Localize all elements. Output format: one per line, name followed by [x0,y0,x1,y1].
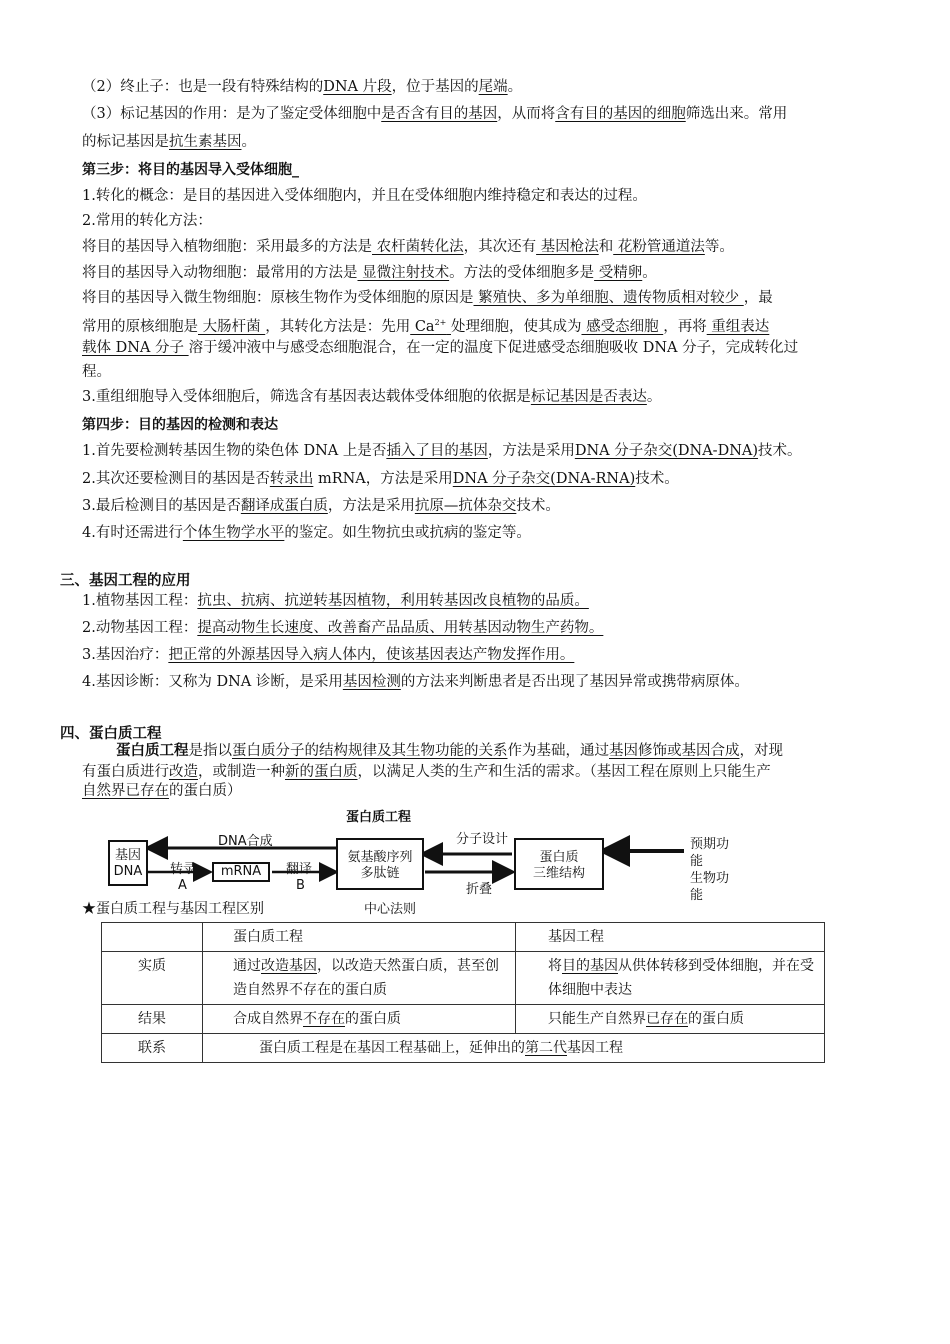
gene-box: 基因 DNA [108,840,148,886]
diagram-title: 蛋白质工程 [346,810,412,825]
protein-eng-def-3: 自然界已存在的蛋白质） [82,783,242,799]
row-label: 实质 [102,952,203,1005]
detect-insertion: 1.首先要检测转基因生物的染色体 DNA 上是否插入了目的基因，方法是采用DNA 分子杂交(DNA-DNA)技术。 [82,443,802,459]
label-b: B [296,878,305,893]
detect-translation: 3.最后检测目的基因是否翻译成蛋白质，方法是采用抗原—抗体杂交技术。 [82,498,560,514]
section4-title: 四、蛋白质工程 [60,726,162,742]
terminator-line: （2）终止子：也是一段有特殊结构的DNA 片段，位于基因的尾端。 [82,79,523,95]
expected-function-label: 预期功能 生物功能 [690,837,730,903]
amino-acid-box: 氨基酸序列 多肽链 [336,838,424,890]
gene-result-cell: 只能生产自然界已存在的蛋白质 [516,1005,825,1034]
microbe-cell-method-4: 程。 [82,364,111,380]
table-header-cell: 蛋白质工程 [203,923,516,952]
table-row [102,1005,825,1034]
marker-gene-line: （3）标记基因的作用：是为了鉴定受体细胞中是否含有目的基因，从而将含有目的基因的细胞筛选出来。常用 [82,106,788,122]
table-row [102,1034,825,1063]
table-row [102,952,825,1005]
table-header-row [102,923,825,952]
microbe-cell-method-1: 将目的基因导入微生物细胞：原核生物作为受体细胞的原因是 繁殖快、多为单细胞、遗传物质相对较少 ，最 [82,290,773,306]
mrna-box: mRNA [212,862,270,882]
protein-eng-def-1: 蛋白质工程是指以蛋白质分子的结构规律及其生物功能的关系作为基础，通过基因修饰或基因合成，对现 [116,742,783,759]
microbe-cell-method-2: 常用的原核细胞是 大肠杆菌 ，其转化方法是：先用 $Ca^{2+}$ 处理细胞，使其成为 感受态细胞 ，再将 重组表达 [82,318,770,335]
row-label: 联系 [102,1034,203,1063]
animal-cell-method: 将目的基因导入动物细胞：最常用的方法是 显微注射技术。方法的受体细胞多是 受精卵。 [82,265,657,281]
transcription-label: 转录 [170,862,197,877]
microbe-cell-method-3: 载体 DNA 分子 溶于缓冲液中与感受态细胞混合，在一定的温度下促进感受态细胞吸收 DNA 分子，完成转化过 [82,340,799,356]
dna-synthesis-label: DNA合成 [218,834,273,849]
protein-structure-box: 蛋白质 三维结构 [514,838,604,890]
folding-label: 折叠 [466,882,493,897]
plant-cell-method: 将目的基因导入植物细胞：采用最多的方法是 农杆菌转化法，其次还有 基因枪法和 花粉管通道法等。 [82,239,734,255]
row-label: 结果 [102,1005,203,1034]
detect-transcription: 2.其次还要检测目的基因是否转录出 mRNA，方法是采用DNA 分子杂交(DNA-RNA)技术。 [82,471,679,487]
application-plant: 1.植物基因工程：抗虫、抗病、抗逆转基因植物，利用转基因改良植物的品质。 [82,593,589,609]
application-animal: 2.动物基因工程：提高动物生长速度、改善畜产品品质、用转基因动物生产药物。 [82,620,604,636]
table-header-cell: 基因工程 [516,923,825,952]
screening-basis: 3.重组细胞导入受体细胞后，筛选含有基因表达载体受体细胞的依据是标记基因是否表达。 [82,389,662,405]
relation-cell: 蛋白质工程是在基因工程基础上，延伸出的第二代基因工程 [203,1034,825,1063]
protein-eng-def-2: 有蛋白质进行改造，或制造一种新的蛋白质，以满足人类的生产和生活的需求。（基因工程在原则上只能生产 [82,764,771,780]
marker-gene-line-2: 的标记基因是抗生素基因。 [82,134,256,150]
application-diagnosis: 4.基因诊断：又称为 DNA 诊断，是采用基因检测的方法来判断患者是否出现了基因异常或携带病原体。 [82,674,749,690]
transformation-methods: 2.常用的转化方法： [82,213,212,229]
protein-essence-cell: 通过改造基因，以改造天然蛋白质，甚至创造自然界不存在的蛋白质 [203,952,516,1005]
translation-label: 翻译 [286,862,313,877]
protein-result-cell: 合成自然界不存在的蛋白质 [203,1005,516,1034]
individual-level: 4.有时还需进行个体生物学水平的鉴定。如生物抗虫或抗病的鉴定等。 [82,525,531,541]
gene-essence-cell: 将目的基因从供体转移到受体细胞，并在受体细胞中表达 [516,952,825,1005]
table-header-cell [102,923,203,952]
application-therapy: 3.基因治疗：把正常的外源基因导入病人体内，使该基因表达产物发挥作用。 [82,647,575,663]
label-a: A [178,878,187,893]
molecular-design-label: 分子设计 [456,832,509,847]
central-dogma-label: 中心法则 [364,902,417,917]
table-caption: ★蛋白质工程与基因工程区别 [82,901,264,917]
step3-heading: 第三步：将目的基因导入受体细胞_ [82,162,299,178]
transformation-concept: 1.转化的概念：是目的基因进入受体细胞内，并且在受体细胞内维持稳定和表达的过程。 [82,188,647,204]
section3-title: 三、基因工程的应用 [60,573,191,589]
step4-heading: 第四步：目的基因的检测和表达 [82,417,278,433]
comparison-table [101,922,825,1063]
